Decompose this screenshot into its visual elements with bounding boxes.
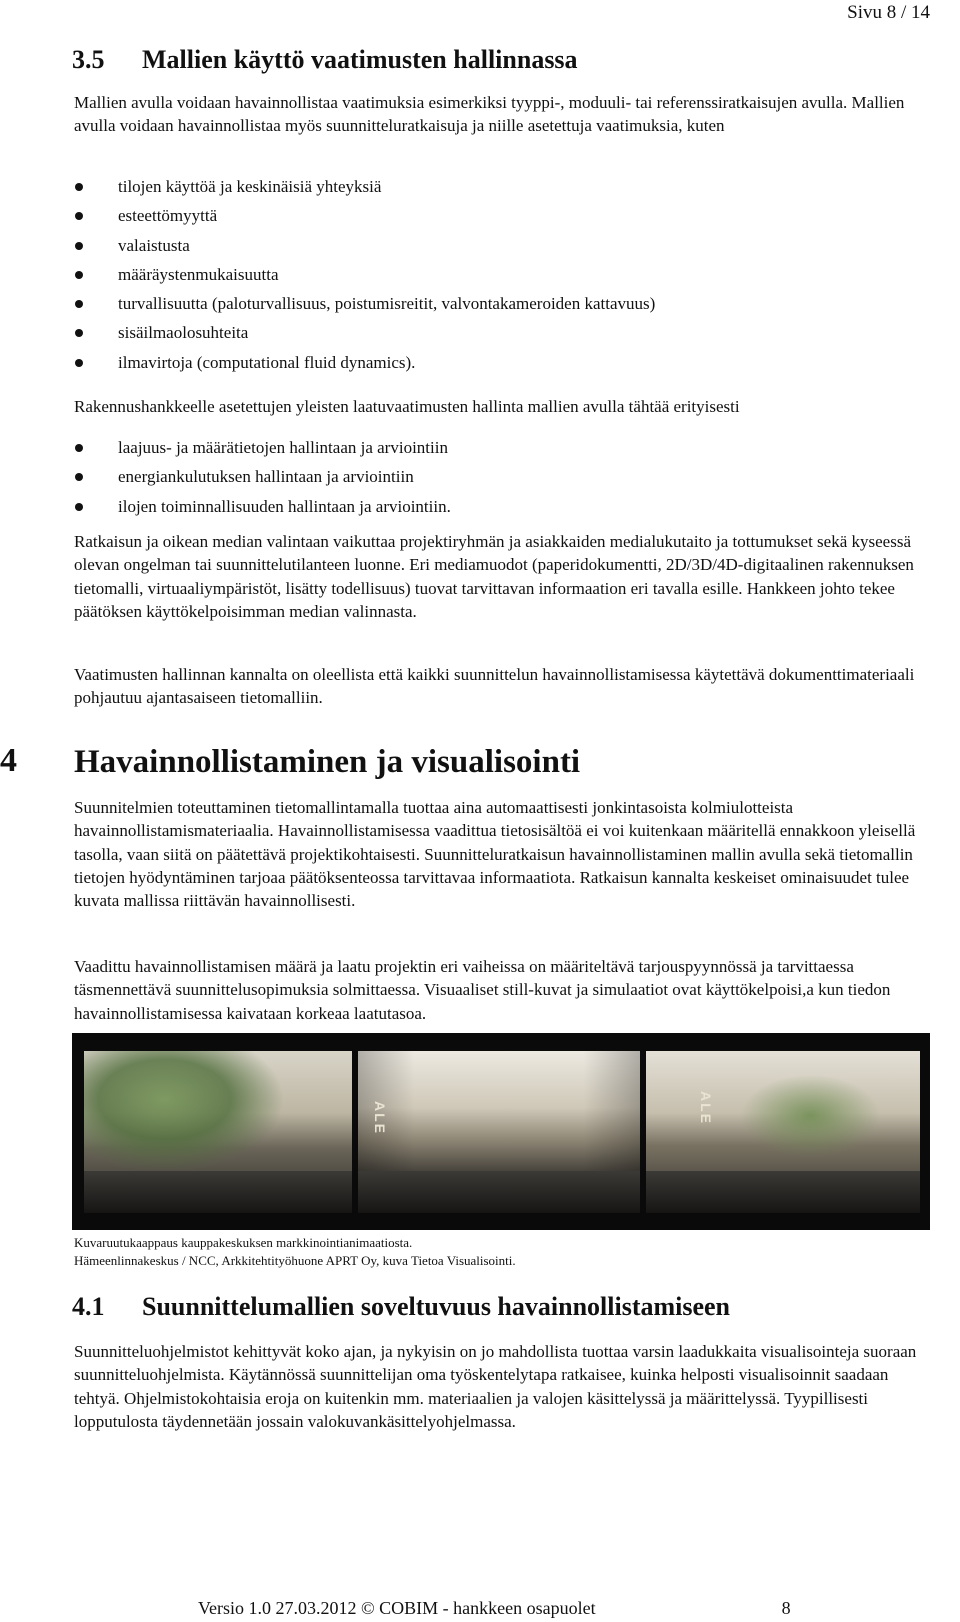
section-heading-3-5 [72, 45, 578, 75]
image-panel-center [358, 1051, 640, 1213]
image-caption [74, 1234, 516, 1269]
bullet-list-requirements [74, 172, 930, 377]
chapter-title: Havainnollistaminen ja visualisointi [74, 744, 581, 780]
page-indicator: Sivu 8 / 14 [847, 2, 930, 23]
list-item: energiankulutuksen hallintaan ja arviointiin [74, 462, 930, 491]
media-paragraph: Ratkaisun ja oikean median valintaan vaikuttaa projektiryhmän ja asiakkaiden medialukutaito ja tottumukset sekä kyseessä olevan ongelman tai suunnittelutilanteen luonne. Eri mediamuodot (paperidokumentti, 2D/3D/4D-digitaalinen rakennuksen tietomalli, virtuaaliympäristöt, lisätty todellisuus) tuovat tarvittavan informaation eri tavalla esille. Hankkeen johto tekee päätöksen käyttökelpoisimman median valinnasta. [74, 532, 914, 621]
footer-page-number: 8 [781, 1598, 791, 1618]
footer-text: Versio 1.0 27.03.2012 © COBIM - hankkeen osapuolet [198, 1598, 596, 1618]
section-number: 3.5 [72, 45, 105, 74]
list-item: sisäilmaolosuhteita [74, 318, 930, 347]
image-panel-right [646, 1051, 920, 1213]
list-item: laajuus- ja määrätietojen hallintaan ja arviointiin [74, 433, 930, 462]
quality-paragraph: Rakennushankkeelle asetettujen yleisten laatuvaatimusten hallinta mallien avulla tähtää erityisesti [74, 397, 740, 416]
caption-line: Hämeenlinnakeskus / NCC, Arkkitehtityöhuone APRT Oy, kuva Tietoa Visualisointi. [74, 1252, 516, 1268]
shopping-centre-image [72, 1033, 930, 1230]
intro-paragraph: Mallien avulla voidaan havainnollistaa vaatimuksia esimerkiksi tyyppi-, moduuli- tai referenssiratkaisujen avulla. Mallien avulla voidaan havainnollistaa myös suunnitteluratkaisuja ja niille asetettuja vaatimuksia, kuten [74, 93, 905, 136]
store-sign: ALE [698, 1091, 714, 1125]
list-item: ilmavirtoja (computational fluid dynamics). [74, 348, 930, 377]
section-title: Mallien käyttö vaatimusten hallinnassa [142, 45, 578, 74]
list-item: ilojen toiminnallisuuden hallintaan ja arviointiin. [74, 492, 930, 521]
list-item: määräystenmukaisuutta [74, 260, 930, 289]
section-number: 4.1 [72, 1292, 105, 1321]
bullet-list-quality [74, 433, 930, 521]
software-paragraph: Suunnitteluohjelmistot kehittyvät koko ajan, ja nykyisin on jo mahdollista tuottaa varsin laadukkaita visualisointeja suoraan suunnitteluohjelmista. Käytännössä suunnittelijan oma työskentelytapa ratkaisee, kuinka helposti visualisoinnit saadaan tehtyä. Ohjelmistokohtaisia eroja on kuitenkin mm. materiaalien ja valojen käsittelyssä ja määrittelyssä. Tyypillisesti lopputulosta täydennetään jossain valokuvankäsittelyohjelmassa. [74, 1342, 917, 1431]
caption-line: Kuvaruutukaappaus kauppakeskuksen markkinointianimaatiosta. [74, 1235, 413, 1250]
requirements-paragraph: Vaatimusten hallinnan kannalta on oleellista että kaikki suunnittelun havainnollistamisessa käytettävä dokumenttimateriaali pohjautuu ajantasaiseen tietomalliin. [74, 665, 915, 708]
list-item: valaistusta [74, 231, 930, 260]
visualisation-paragraph-1: Suunnitelmien toteuttaminen tietomallintamalla tuottaa aina automaattisesti jonkintasoista kolmiulotteista havainnollistamismateriaalia. Havainnollistamisessa vaadittua tietosisältöä ei voi kuitenkaan määritellä ennakkoon yleisellä tasolla, vaan siitä on päätettävä projektikohtaisesti. Suunnitteluratkaisun havainnollistaminen mallin avulla sekä tietomallin tietojen hyödyntäminen tarjoaa päätöksenteossa tarvittavaa informaatiota. Ratkaisun kannalta keskeiset ominaisuudet tulee kuvata mallissa riittävän havainnollisesti. [74, 798, 916, 911]
section-heading-4-1 [72, 1292, 730, 1322]
image-panel-left [84, 1051, 352, 1213]
visualisation-paragraph-2: Vaadittu havainnollistamisen määrä ja laatu projektin eri vaiheissa on määriteltävä tarjouspyynnössä ja tarvittaessa täsmennettävä suunnittelusopimuksia solmittaessa. Visuaaliset still-kuvat ja simulaatiot ovat käyttökelpoisi,a kun tiedon havainnollistamisessa kaivataan korkeaa laatutasoa. [74, 957, 891, 1023]
list-item: tilojen käyttöä ja keskinäisiä yhteyksiä [74, 172, 930, 201]
chapter-number: 4 [0, 742, 17, 779]
page-footer [198, 1598, 791, 1619]
store-sign: ALE [372, 1101, 388, 1135]
list-item: esteettömyyttä [74, 201, 930, 230]
section-title: Suunnittelumallien soveltuvuus havainnollistamiseen [142, 1292, 731, 1321]
list-item: turvallisuutta (paloturvallisuus, poistumisreitit, valvontakameroiden kattavuus) [74, 289, 930, 318]
